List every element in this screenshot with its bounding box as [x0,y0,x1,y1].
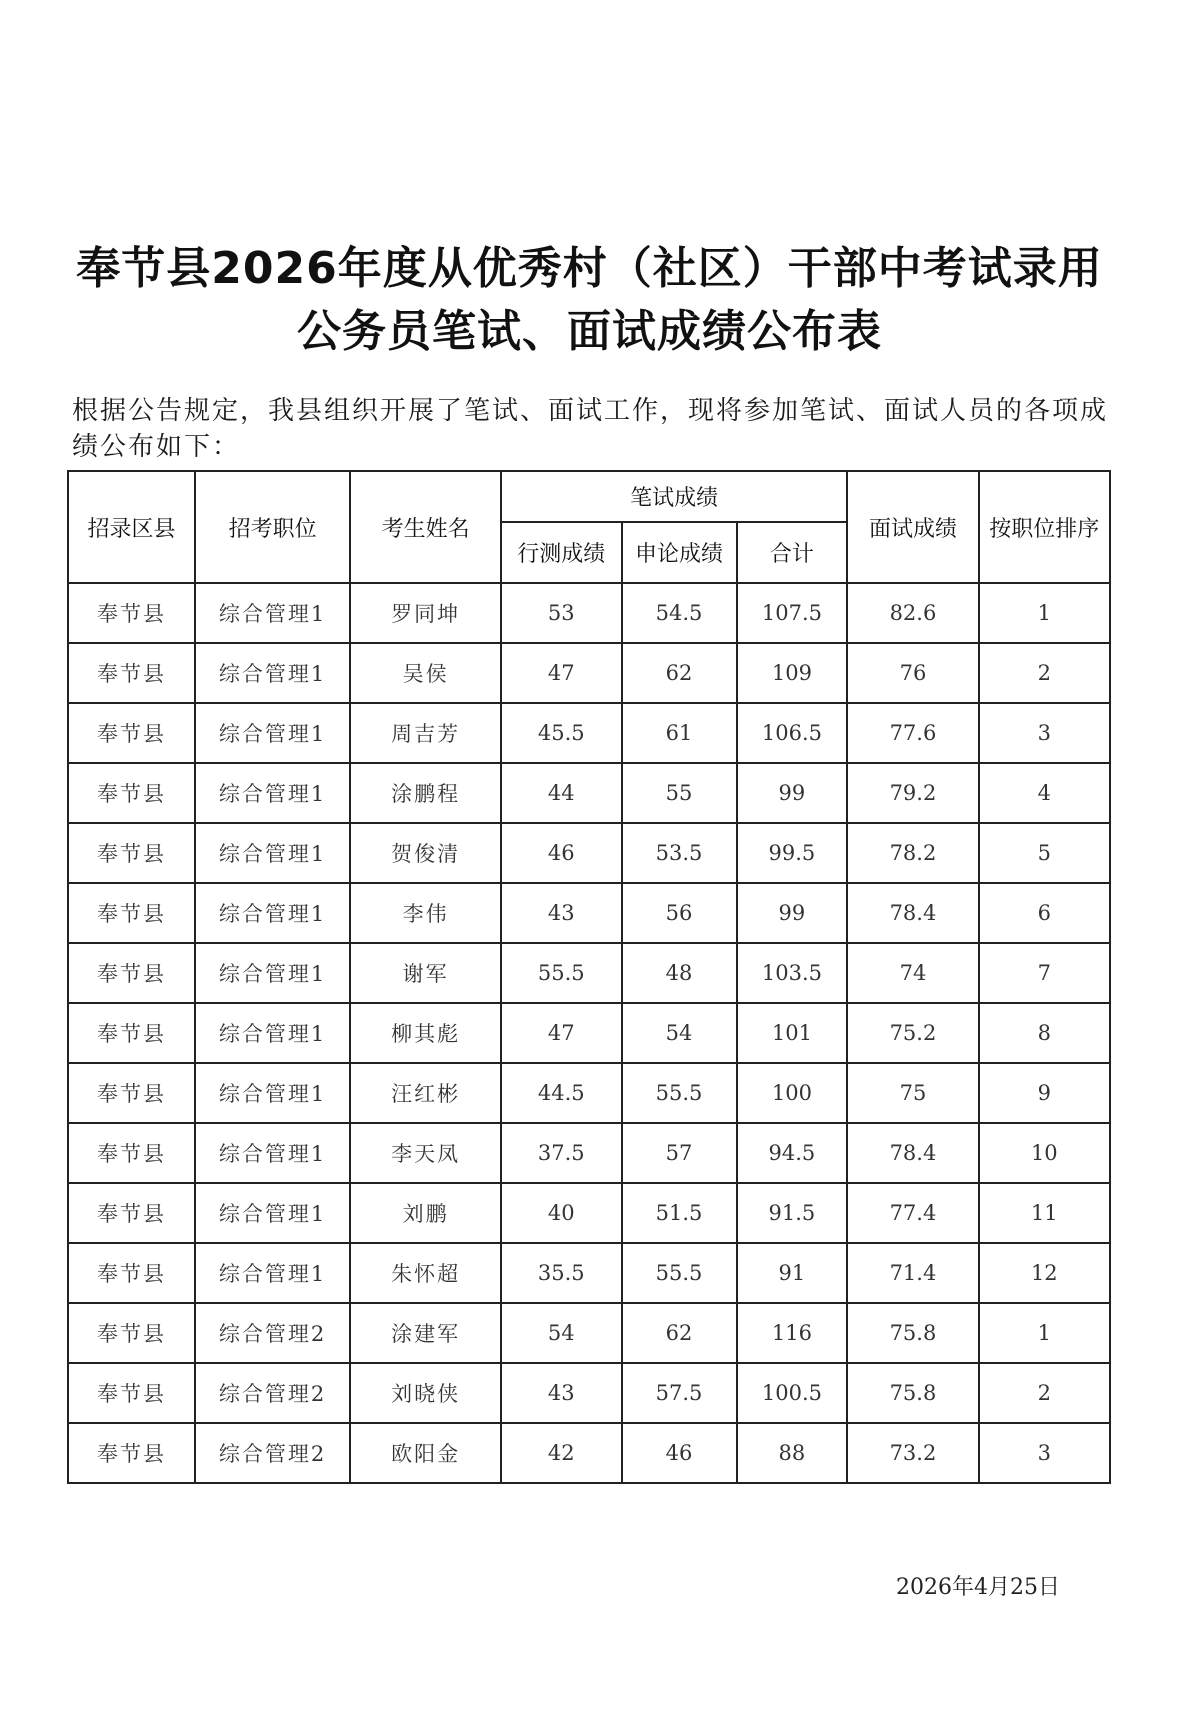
cell-total: 103.5 [737,943,848,1003]
document-title-line1: 奉节县2026年度从优秀村（社区）干部中考试录用 [76,243,1103,294]
cell-interview: 77.6 [847,703,978,763]
cell-position: 综合管理1 [195,583,350,643]
cell-total: 116 [737,1303,848,1363]
cell-rank: 12 [979,1243,1110,1303]
cell-name: 刘晓侠 [350,1363,501,1423]
table-row [68,943,1110,1003]
cell-shenlun: 55 [622,763,737,823]
cell-name: 朱怀超 [350,1243,501,1303]
cell-total: 99 [737,883,848,943]
scores-table [67,470,1111,1484]
cell-xingce: 54 [501,1303,621,1363]
cell-interview: 75 [847,1063,978,1123]
cell-xingce: 43 [501,883,621,943]
table-row [68,1003,1110,1063]
cell-shenlun: 57 [622,1123,737,1183]
cell-total: 91 [737,1243,848,1303]
cell-xingce: 44 [501,763,621,823]
cell-rank: 9 [979,1063,1110,1123]
table-row [68,1123,1110,1183]
cell-total: 100.5 [737,1363,848,1423]
cell-xingce: 53 [501,583,621,643]
cell-county: 奉节县 [68,1363,195,1423]
cell-rank: 10 [979,1123,1110,1183]
cell-position: 综合管理1 [195,703,350,763]
intro-paragraph: 根据公告规定，我县组织开展了笔试、面试工作，现将参加笔试、面试人员的各项成绩公布如下： [72,396,1109,462]
cell-xingce: 40 [501,1183,621,1243]
cell-shenlun: 57.5 [622,1363,737,1423]
cell-county: 奉节县 [68,583,195,643]
cell-total: 109 [737,643,848,703]
cell-xingce: 45.5 [501,703,621,763]
cell-position: 综合管理2 [195,1303,350,1363]
cell-xingce: 55.5 [501,943,621,1003]
cell-name: 贺俊清 [350,823,501,883]
cell-total: 107.5 [737,583,848,643]
cell-name: 汪红彬 [350,1063,501,1123]
document-date: 2026年4月25日 [896,1575,1060,1600]
cell-interview: 78.4 [847,1123,978,1183]
table-row [68,1183,1110,1243]
cell-rank: 11 [979,1183,1110,1243]
cell-total: 99 [737,763,848,823]
cell-county: 奉节县 [68,1423,195,1483]
cell-position: 综合管理1 [195,823,350,883]
cell-name: 涂鹏程 [350,763,501,823]
header-interview: 面试成绩 [847,471,978,583]
cell-rank: 3 [979,703,1110,763]
cell-shenlun: 51.5 [622,1183,737,1243]
cell-interview: 73.2 [847,1423,978,1483]
cell-shenlun: 46 [622,1423,737,1483]
table-body [68,583,1110,1483]
table-row [68,703,1110,763]
cell-total: 99.5 [737,823,848,883]
cell-county: 奉节县 [68,1243,195,1303]
cell-shenlun: 55.5 [622,1243,737,1303]
cell-rank: 6 [979,883,1110,943]
cell-position: 综合管理1 [195,1063,350,1123]
cell-shenlun: 48 [622,943,737,1003]
cell-interview: 71.4 [847,1243,978,1303]
table-row [68,583,1110,643]
table-header [68,471,1110,583]
cell-name: 吴侯 [350,643,501,703]
cell-xingce: 35.5 [501,1243,621,1303]
table-row [68,643,1110,703]
cell-position: 综合管理2 [195,1423,350,1483]
cell-shenlun: 62 [622,643,737,703]
header-rank: 按职位排序 [979,471,1110,583]
cell-position: 综合管理1 [195,1183,350,1243]
table-row [68,1243,1110,1303]
cell-county: 奉节县 [68,1063,195,1123]
cell-shenlun: 54 [622,1003,737,1063]
cell-interview: 75.8 [847,1363,978,1423]
header-shenlun: 申论成绩 [622,522,737,583]
cell-total: 91.5 [737,1183,848,1243]
header-name: 考生姓名 [350,471,501,583]
cell-rank: 4 [979,763,1110,823]
table-row [68,823,1110,883]
cell-name: 涂建军 [350,1303,501,1363]
cell-xingce: 46 [501,823,621,883]
cell-name: 刘鹏 [350,1183,501,1243]
cell-interview: 82.6 [847,583,978,643]
cell-xingce: 43 [501,1363,621,1423]
table-row [68,1303,1110,1363]
cell-xingce: 42 [501,1423,621,1483]
cell-position: 综合管理1 [195,1123,350,1183]
cell-county: 奉节县 [68,823,195,883]
cell-interview: 78.4 [847,883,978,943]
cell-county: 奉节县 [68,643,195,703]
cell-shenlun: 54.5 [622,583,737,643]
cell-county: 奉节县 [68,943,195,1003]
cell-rank: 1 [979,583,1110,643]
cell-xingce: 47 [501,1003,621,1063]
table-row [68,763,1110,823]
cell-name: 罗同坤 [350,583,501,643]
cell-position: 综合管理1 [195,1003,350,1063]
cell-county: 奉节县 [68,883,195,943]
cell-name: 周吉芳 [350,703,501,763]
cell-interview: 74 [847,943,978,1003]
table-row [68,883,1110,943]
cell-total: 94.5 [737,1123,848,1183]
cell-rank: 8 [979,1003,1110,1063]
cell-shenlun: 61 [622,703,737,763]
cell-shenlun: 55.5 [622,1063,737,1123]
document-title-line2: 公务员笔试、面试成绩公布表 [297,306,882,357]
cell-rank: 7 [979,943,1110,1003]
cell-xingce: 44.5 [501,1063,621,1123]
cell-total: 101 [737,1003,848,1063]
header-total: 合计 [737,522,848,583]
cell-total: 106.5 [737,703,848,763]
cell-position: 综合管理1 [195,643,350,703]
table-row [68,1423,1110,1483]
cell-position: 综合管理1 [195,883,350,943]
cell-name: 李天凤 [350,1123,501,1183]
cell-shenlun: 53.5 [622,823,737,883]
cell-shenlun: 62 [622,1303,737,1363]
cell-position: 综合管理2 [195,1363,350,1423]
cell-name: 欧阳金 [350,1423,501,1483]
cell-rank: 2 [979,1363,1110,1423]
cell-rank: 1 [979,1303,1110,1363]
header-position: 招考职位 [195,471,350,583]
cell-name: 柳其彪 [350,1003,501,1063]
cell-position: 综合管理1 [195,943,350,1003]
cell-county: 奉节县 [68,1123,195,1183]
cell-interview: 75.2 [847,1003,978,1063]
header-county: 招录区县 [68,471,195,583]
header-written-group: 笔试成绩 [501,471,847,522]
cell-position: 综合管理1 [195,1243,350,1303]
cell-position: 综合管理1 [195,763,350,823]
cell-rank: 3 [979,1423,1110,1483]
cell-xingce: 37.5 [501,1123,621,1183]
table-row [68,1363,1110,1423]
cell-xingce: 47 [501,643,621,703]
cell-county: 奉节县 [68,763,195,823]
cell-county: 奉节县 [68,1003,195,1063]
cell-county: 奉节县 [68,1183,195,1243]
cell-interview: 75.8 [847,1303,978,1363]
cell-total: 100 [737,1063,848,1123]
cell-name: 谢军 [350,943,501,1003]
cell-interview: 76 [847,643,978,703]
cell-interview: 79.2 [847,763,978,823]
cell-county: 奉节县 [68,703,195,763]
table-row [68,1063,1110,1123]
cell-interview: 78.2 [847,823,978,883]
cell-shenlun: 56 [622,883,737,943]
cell-rank: 2 [979,643,1110,703]
cell-county: 奉节县 [68,1303,195,1363]
header-xingce: 行测成绩 [501,522,621,583]
cell-name: 李伟 [350,883,501,943]
cell-interview: 77.4 [847,1183,978,1243]
cell-rank: 5 [979,823,1110,883]
cell-total: 88 [737,1423,848,1483]
